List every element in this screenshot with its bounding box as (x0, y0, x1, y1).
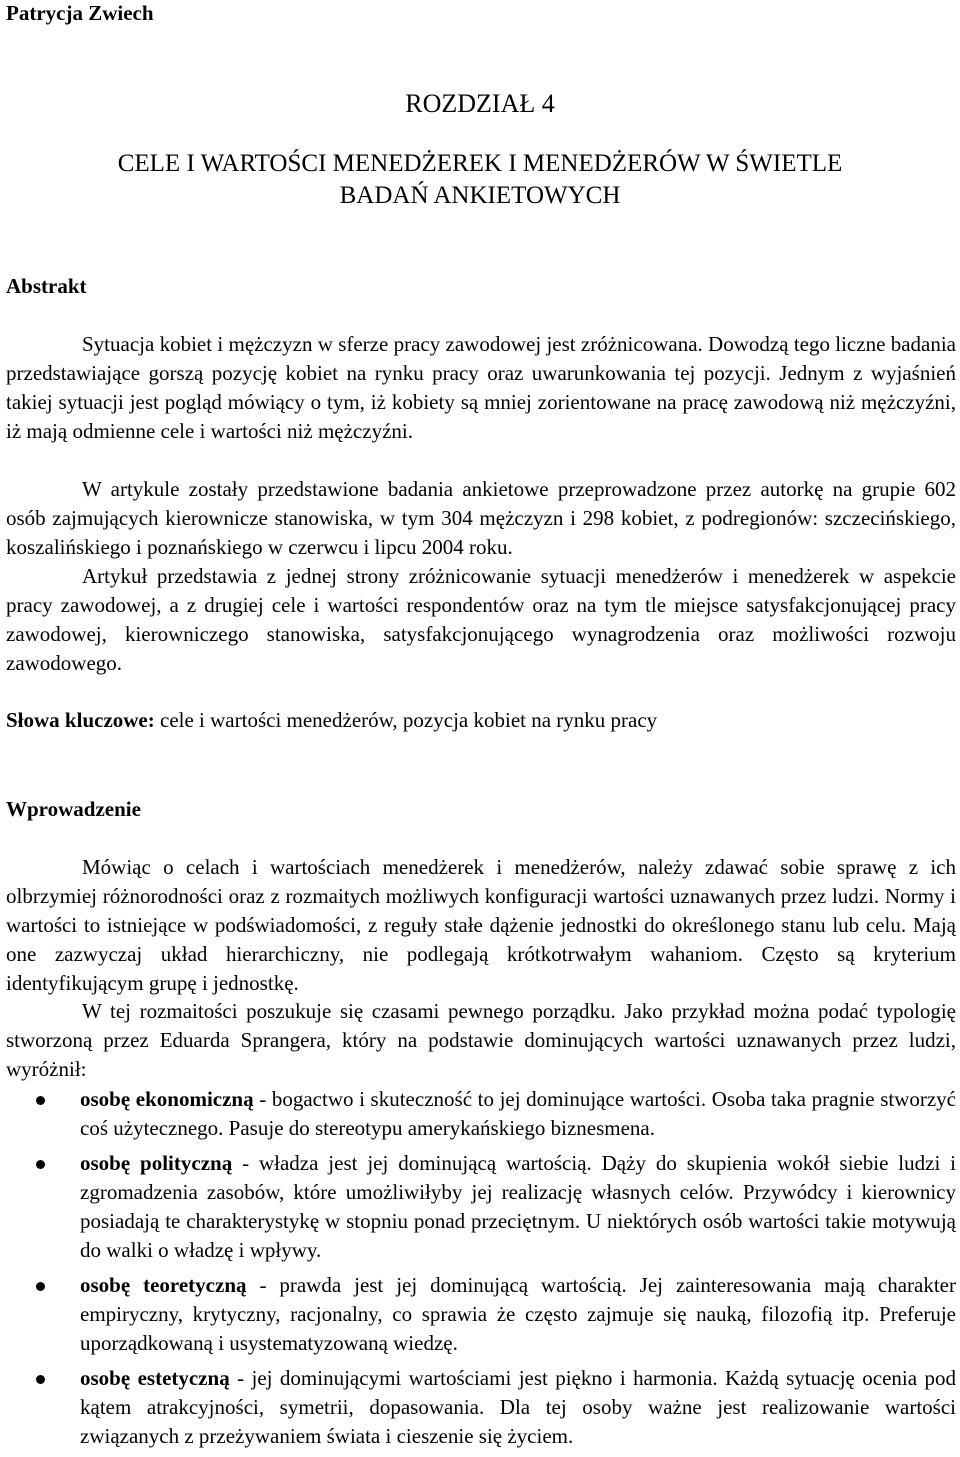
list-item (6, 1364, 956, 1451)
keywords-text: cele i wartości menedżerów, pozycja kobiet na rynku pracy (154, 708, 658, 732)
introduction-paragraph-2-text: W tej rozmaitości poszukuje się czasami pewnego porządku. Jako przykład można podać typologię stworzoną przez Eduarda Sprangera, który na podstawie dominujących wartości uznawanych przez ludzi, wyróżnił: (6, 999, 956, 1081)
abstract-paragraph-1-text: Sytuacja kobiet i mężczyzn w sferze pracy zawodowej jest zróżnicowana. Dowodzą tego liczne badania przedstawiające gorszą pozycję kobiet na rynku pracy oraz uwarunkowania tej pozycji. Jednym z wyjaśnień takiej sytuacji jest pogląd mówiący o tym, iż kobiety są mniej zorientowane na pracę zawodową niż mężczyźni, iż mają odmienne cele i wartości niż mężczyźni. (6, 332, 956, 443)
list-item (6, 1271, 956, 1358)
bullet-icon (36, 1160, 45, 1169)
introduction-paragraph-1 (6, 853, 956, 998)
introduction-paragraph-1-text: Mówiąc o celach i wartościach menedżerek i menedżerów, należy zdawać sobie sprawę z ich olbrzymiej różnorodności oraz z rozmaitych możliwych konfiguracji wartości uznawanych przez ludzi. Normy i wartości to istniejące w podświadomości, z reguły stałe dążenie jednostki do określonego stanu lub celu. Mają one zazwyczaj układ hierarchiczny, nie podlegają krótkotrwałym wahaniom. Często są kryterium identyfikującym grupę i jednostkę. (6, 855, 956, 995)
bullet-icon (36, 1096, 45, 1105)
bullet-icon (36, 1282, 45, 1291)
introduction-heading: Wprowadzenie (6, 797, 141, 821)
abstract-paragraph-2-text: W artykule zostały przedstawione badania ankietowe przeprowadzone przez autorkę na grupie 602 osób zajmujących kierownicze stanowiska, w tym 304 mężczyzn i 298 kobiet, z podregionów: szczecińskiego, koszalińskiego i poznańskiego w czerwcu i lipcu 2004 roku. (6, 477, 956, 559)
list-item-text: - prawda jest jej dominującą wartością. Jej zainteresowania mają charakter empiryczny, krytyczny, racjonalny, co sprawia że często zajmuje się nauką, filozofią itp. Preferuje uporządkowaną i usystematyzowaną wiedzę. (80, 1273, 956, 1355)
list-item-term: osobę polityczną (80, 1151, 233, 1175)
list-item-text: - władza jest jej dominującą wartością. Dąży do skupienia wokół siebie ludzi i zgromadzenia zasobów, które umożliwiłyby jej realizację własnych celów. Przywódcy i kierownicy posiadają te charakterystykę w stopniu ponad przeciętnym. U niektórych osób wartości takie motywują do walki o władzę i wpływy. (80, 1151, 956, 1262)
abstract-paragraph-3 (6, 562, 956, 678)
chapter-title-line-2: BADAŃ ANKIETOWYCH (339, 182, 621, 209)
abstract-paragraph-1 (6, 330, 956, 446)
keywords-line (6, 706, 956, 735)
introduction-paragraph-2 (6, 997, 956, 1084)
bullet-icon (36, 1375, 45, 1384)
list-item (6, 1085, 956, 1143)
abstract-heading: Abstrakt (6, 274, 87, 298)
list-item (6, 1149, 956, 1265)
value-types-list (6, 1085, 956, 1457)
keywords-label: Słowa kluczowe: (6, 708, 155, 732)
chapter-number: ROZDZIAŁ 4 (405, 89, 555, 118)
author-name: Patrycja Zwiech (6, 1, 154, 25)
list-item-term: osobę ekonomiczną (80, 1087, 254, 1111)
abstract-paragraph-2 (6, 475, 956, 562)
list-item-text: - bogactwo i skuteczność to jej dominujące wartości. Osoba taka pragnie stworzyć coś użytecznego. Pasuje do stereotypu amerykańskiego biznesmena. (80, 1087, 957, 1140)
list-item-text: - jej dominującymi wartościami jest piękno i harmonia. Każdą sytuację ocenia pod kątem atrakcyjności, symetrii, dopasowania. Dla tej osoby ważne jest realizowanie wartości związanych z przeżywaniem świata i cieszenie się życiem. (80, 1366, 956, 1448)
list-item-term: osobę teoretyczną (80, 1273, 247, 1297)
abstract-paragraph-3-text: Artykuł przedstawia z jednej strony zróżnicowanie sytuacji menedżerów i menedżerek w aspekcie pracy zawodowej, a z drugiej cele i wartości respondentów oraz na tym tle miejsce satysfakcjonującej pracy zawodowej, kierowniczego stanowiska, satysfakcjonującego wynagrodzenia oraz możliwości rozwoju zawodowego. (6, 564, 956, 675)
list-item-term: osobę estetyczną (80, 1366, 230, 1390)
chapter-title (10, 148, 950, 212)
chapter-title-line-1: CELE I WARTOŚCI MENEDŻEREK I MENEDŻERÓW W ŚWIETLE (117, 150, 843, 177)
